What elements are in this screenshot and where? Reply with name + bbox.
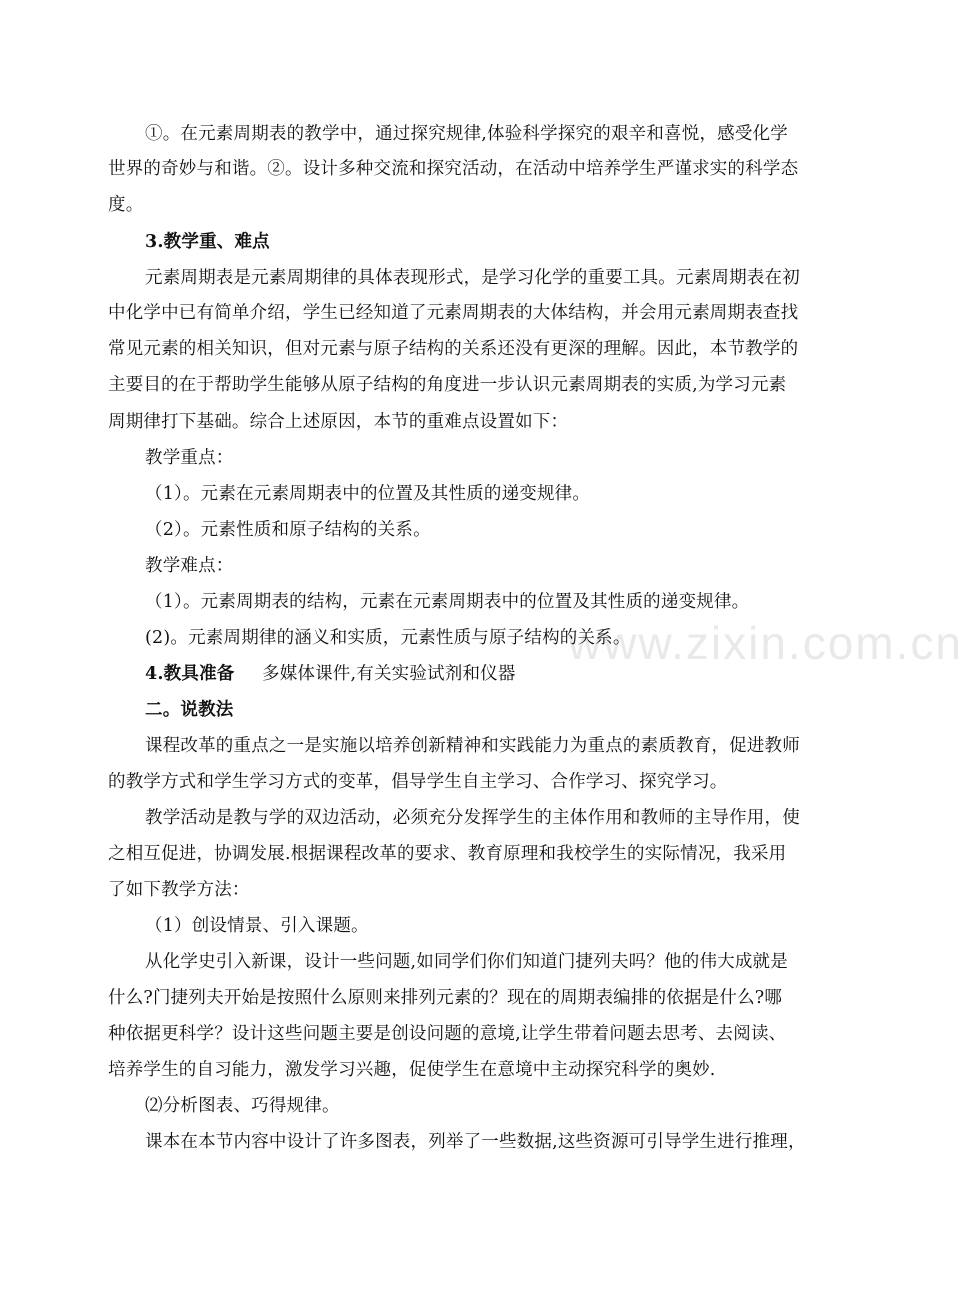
subheading: 教学难点：	[145, 556, 234, 576]
paragraph-line: 课程改革的重点之一是实施以培养创新精神和实践能力为重点的素质教育，促进教师	[145, 736, 800, 756]
list-item: (2)。元素周期律的涵义和实质，元素性质与原子结构的关系。	[145, 628, 631, 648]
subheading: 教学重点：	[145, 448, 234, 468]
section-heading: 二。说教法	[145, 700, 234, 720]
list-item: （1）。元素在元素周期表中的位置及其性质的递变规律。	[145, 484, 591, 504]
paragraph-line: 中化学中已有简单介绍，学生已经知道了元素周期表的大体结构，并会用元素周期表查找	[108, 303, 799, 323]
paragraph-line: 度。	[108, 195, 144, 215]
paragraph-line: 世界的奇妙与和谐。②。设计多种交流和探究活动，在活动中培养学生严谨求实的科学态	[108, 159, 799, 179]
paragraph-line: 培养学生的自习能力，激发学习兴趣，促使学生在意境中主动探究科学的奥妙.	[108, 1060, 716, 1080]
paragraph-line: 之相互促进，协调发展.根据课程改革的要求、教育原理和我校学生的实际情况，我采用	[108, 844, 787, 864]
section-heading: 4.教具准备	[145, 664, 235, 684]
list-item: （1）创设情景、引入课题。	[145, 916, 369, 936]
section-heading: 3.教学重、难点	[145, 232, 270, 252]
list-item: （2）。元素性质和原子结构的关系。	[145, 520, 431, 540]
section-heading-detail: 多媒体课件,有关实验试剂和仪器	[262, 664, 516, 684]
paragraph-line: 常见元素的相关知识，但对元素与原子结构的关系还没有更深的理解。因此，本节教学的	[108, 339, 799, 359]
paragraph-line: 什么?门捷列夫开始是按照什么原则来排列元素的？现在的周期表编排的依据是什么?哪	[108, 988, 783, 1008]
list-item: ⑵分析图表、巧得规律。	[145, 1096, 340, 1116]
paragraph-line: 了如下教学方法：	[108, 880, 250, 900]
paragraph-line: 种依据更科学？设计这些问题主要是创设问题的意境,让学生带着问题去思考、去阅读、	[108, 1024, 787, 1044]
paragraph-line: 教学活动是教与学的双边活动，必须充分发挥学生的主体作用和教师的主导作用，使	[145, 808, 800, 828]
watermark: www.zixin.com.cn	[568, 617, 963, 669]
paragraph-line: 主要目的在于帮助学生能够从原子结构的角度进一步认识元素周期表的实质,为学习元素	[108, 375, 787, 395]
list-item: （1）。元素周期表的结构，元素在元素周期表中的位置及其性质的递变规律。	[145, 592, 750, 612]
paragraph-line: 周期律打下基础。综合上述原因，本节的重难点设置如下：	[108, 412, 569, 432]
paragraph-line: 课本在本节内容中设计了许多图表，列举了一些数据,这些资源可引导学生进行推理，	[145, 1132, 806, 1152]
paragraph-line: 元素周期表是元素周期律的具体表现形式，是学习化学的重要工具。元素周期表在初	[145, 268, 800, 288]
paragraph-line: 从化学史引入新课，设计一些问题,如同学们你们知道门捷列夫吗？他的伟大成就是	[145, 952, 788, 972]
paragraph-line: 的教学方式和学生学习方式的变革，倡导学生自主学习、合作学习、探究学习。	[108, 772, 728, 792]
paragraph-line: ①。在元素周期表的教学中，通过探究规律,体验科学探究的艰辛和喜悦，感受化学	[145, 124, 788, 144]
